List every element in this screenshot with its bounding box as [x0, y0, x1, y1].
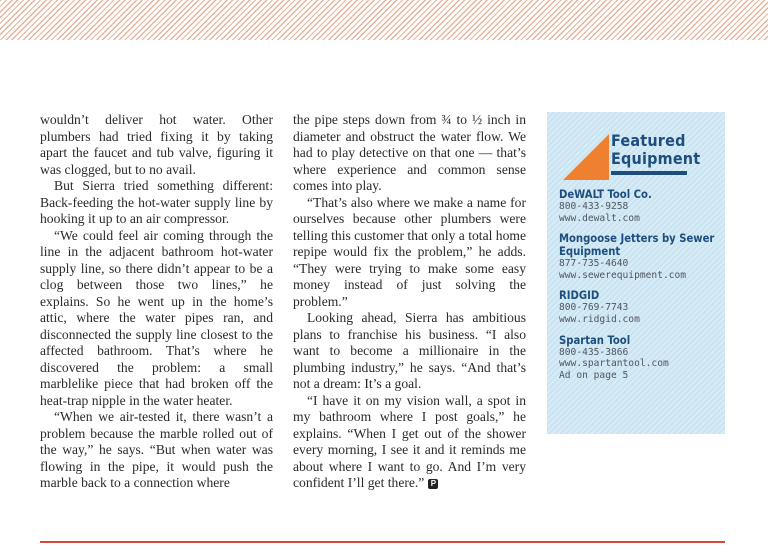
orange-triangle-icon	[563, 134, 609, 180]
paragraph: Looking ahead, Sierra has ambitious plans to franchise his business. “I also want to become a millionaire in the plumbing industry,” he says. “And that’s not a dream: It’s a goal.	[293, 310, 526, 391]
featured-equipment-sidebar	[547, 112, 725, 434]
article-column-2	[293, 112, 526, 492]
paragraph-last	[293, 393, 526, 492]
decorative-top-stripe	[0, 0, 768, 40]
article-column-1	[40, 112, 273, 492]
supplier-item	[559, 232, 721, 281]
supplier-phone: 800-433-9258	[559, 201, 629, 212]
end-of-story-icon: P	[428, 479, 438, 489]
paragraph-text: “I have it on my vision wall, a spot in my bathroom where I post goals,” he explains. “When I get out of the shower every morning, I see it and it reminds me about where I want to go. And I’m very confident I’ll get there.”	[293, 392, 526, 490]
ad-page-note: Ad on page 5	[559, 369, 629, 381]
sidebar-title-line-1: Featured	[611, 131, 686, 150]
paragraph: the pipe steps down from ¾ to ½ inch in diameter and obstruct the water flow. We had to play detective on that one — that’s where experience and common sense comes into play.	[293, 112, 526, 193]
paragraph: “When we air-tested it, there wasn’t a problem because the marble rolled out of the way,” he says. “But when water was flowing in the pipe, it would push the marble back to a connection where	[40, 409, 273, 490]
supplier-name: Mongoose Jetters by Sewer Equipment	[559, 232, 715, 259]
supplier-website: www.dewalt.com	[559, 212, 640, 224]
supplier-name: DeWALT Tool Co.	[559, 188, 652, 201]
sidebar-title-underline	[611, 171, 687, 175]
supplier-item	[559, 289, 721, 325]
supplier-phone: 800-769-7743	[559, 302, 629, 314]
supplier-list	[559, 188, 721, 389]
paragraph: “We could feel air coming through the line in the adjacent bathroom hot-water supply line, so there didn’t appear to be a clog between those two lines,” he explains. So he went up in the home’s attic, where the water pipes ran, and disconnected the supply line closest to the affected bathroom. That’s where he discovered the problem: a small marblelike piece that had broken off the heat-trap nipple in the water heater.	[40, 227, 273, 408]
paragraph: wouldn’t deliver hot water. Other plumbers had tried fixing it by taking apart the faucet and tub valve, figuring it was clogged, but to no avail.	[40, 112, 273, 177]
bottom-rule	[40, 541, 725, 543]
sidebar-title-line-2: Equipment	[611, 149, 701, 168]
supplier-website: www.sewerequipment.com	[559, 269, 687, 281]
supplier-website: www.spartantool.com	[559, 358, 669, 370]
supplier-phone: 877-735-4640	[559, 258, 629, 270]
paragraph: “That’s also where we make a name for ourselves because other plumbers were telling this customer that only a total home repipe would fix the problem,” he adds. “They were trying to make some easy money instead of just solving the problem.”	[293, 194, 526, 309]
sidebar-title	[611, 132, 700, 168]
supplier-name: Spartan Tool	[559, 333, 631, 347]
paragraph: But Sierra tried something different: Back-feeding the hot-water supply line by hooking it up to an air compressor.	[40, 178, 273, 226]
supplier-name: RIDGID	[559, 289, 600, 303]
supplier-item	[559, 334, 721, 382]
supplier-phone: 800-435-3866	[559, 346, 629, 358]
supplier-website: www.ridgid.com	[559, 313, 640, 325]
supplier-item	[559, 188, 721, 224]
